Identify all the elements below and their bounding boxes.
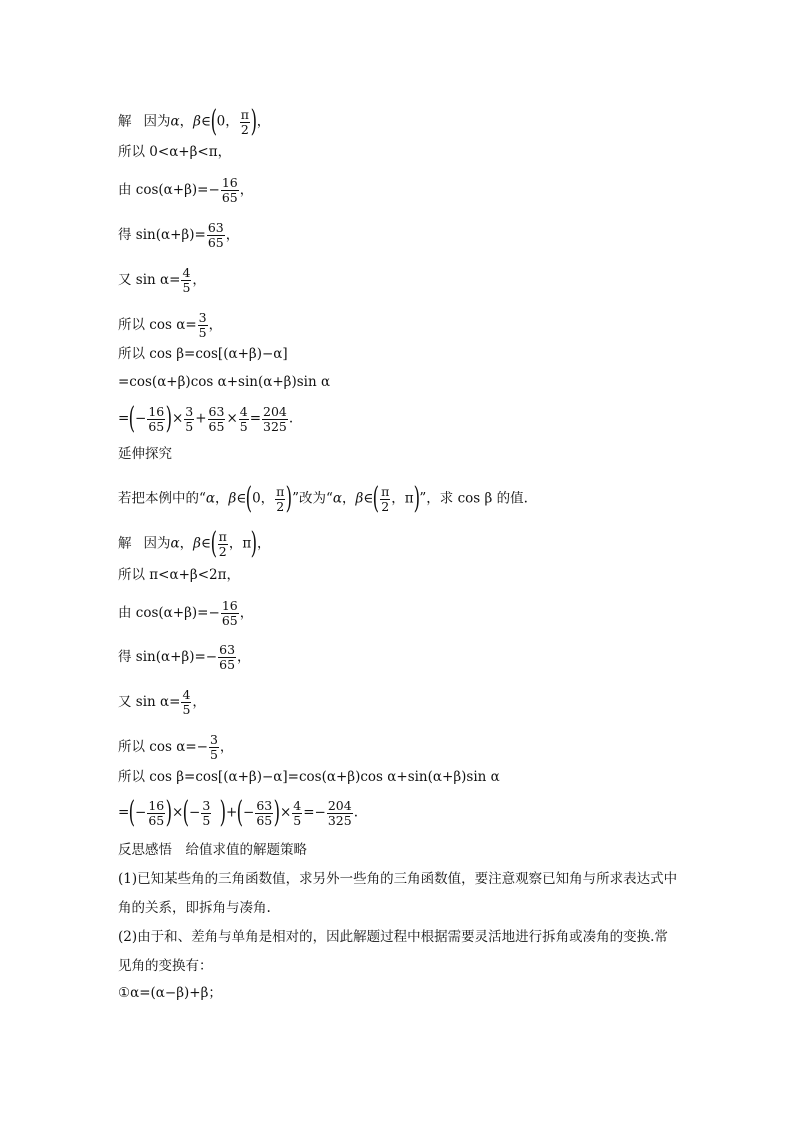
- fraction-16-65: $\frac{16}{65}$: [221, 175, 238, 205]
- heading-reflection: 反思感悟 给值求值的解题策略: [118, 842, 307, 858]
- fraction-204-325: $\frac{204}{325}$: [263, 403, 287, 434]
- solution1-line8: =cos(α+β)cos α+sin(α+β)sin α: [118, 374, 331, 390]
- fraction-4-5: $\frac{4}{5}$: [182, 265, 191, 295]
- heading-extension: 延伸探究: [118, 446, 172, 462]
- solution2-line4: 得 sin(α+β)=− $\frac{63}{65}$ ，: [118, 642, 251, 672]
- solution2-line1: 解 因为α，β∈( $\frac{\pi}{2}$ ，π)，: [118, 526, 271, 561]
- solution1-line9: =(− $\frac{16}{65}$ )× $\frac{3}{5}$ + $\frac{63}{65}$ × $\frac{4}{5}$ = $\frac{204}{325}$ .: [118, 401, 294, 436]
- solution1-line4: 得 sin(α+β)= $\frac{63}{65}$ ，: [118, 220, 240, 250]
- paragraph-1: (1)已知某些角的三角函数值，求另外一些角的三角函数值，要注意观察已知角与所求表达式中角的关系，即拆角与凑角.: [118, 871, 678, 916]
- solution2-line8: =(− $\frac{16}{65}$ )×(− $\frac{3}{5}$ )+(− $\frac{63}{65}$ )× $\frac{4}{5}$ =− $\frac{204}{325}$ .: [118, 795, 358, 830]
- solution1-line2: 所以 0<α+β<π，: [118, 144, 232, 160]
- solution1-line3: 由 cos(α+β)=− $\frac{16}{65}$ ，: [118, 175, 254, 205]
- extension-question: 若把本例中的“α，β∈(0， $\frac{\pi}{2}$ )”改为“α，β∈( $\frac{\pi}{2}$ ，π)”，求 cos β 的值.: [118, 481, 528, 516]
- paragraph-2: (2)由于和、差角与单角是相对的，因此解题过程中根据需要灵活地进行拆角或凑角的变换.常见角的变换有：: [118, 929, 668, 974]
- solution2-line2: 所以 π<α+β<2π，: [118, 567, 240, 583]
- left-paren: (: [210, 104, 218, 139]
- fraction-pi-over-2: $\frac{\pi}{2}$: [240, 106, 249, 137]
- solution2-line6: 所以 cos α=− $\frac{3}{5}$ ，: [118, 732, 234, 762]
- solution2-line7: 所以 cos β=cos[(α+β)−α]=cos(α+β)cos α+sin(α+β)sin α: [118, 769, 500, 785]
- paragraph-3: ①α=(α−β)+β；: [118, 985, 222, 1001]
- right-paren: ): [250, 104, 258, 139]
- solution-label: 解: [118, 113, 132, 130]
- fraction-63-65: $\frac{63}{65}$: [207, 220, 224, 250]
- solution1-line1: 解 因为α，β∈(0， $\frac{\pi}{2}$ )，: [118, 104, 271, 139]
- solution2-line3: 由 cos(α+β)=− $\frac{16}{65}$ ，: [118, 598, 254, 628]
- solution1-line7: 所以 cos β=cos[(α+β)−α]: [118, 346, 288, 362]
- solution1-line6: 所以 cos α= $\frac{3}{5}$ ，: [118, 310, 223, 340]
- solution2-line5: 又 sin α= $\frac{4}{5}$ ，: [118, 687, 206, 717]
- solution1-line5: 又 sin α= $\frac{4}{5}$ ，: [118, 265, 206, 295]
- fraction-3-5: $\frac{3}{5}$: [198, 310, 207, 340]
